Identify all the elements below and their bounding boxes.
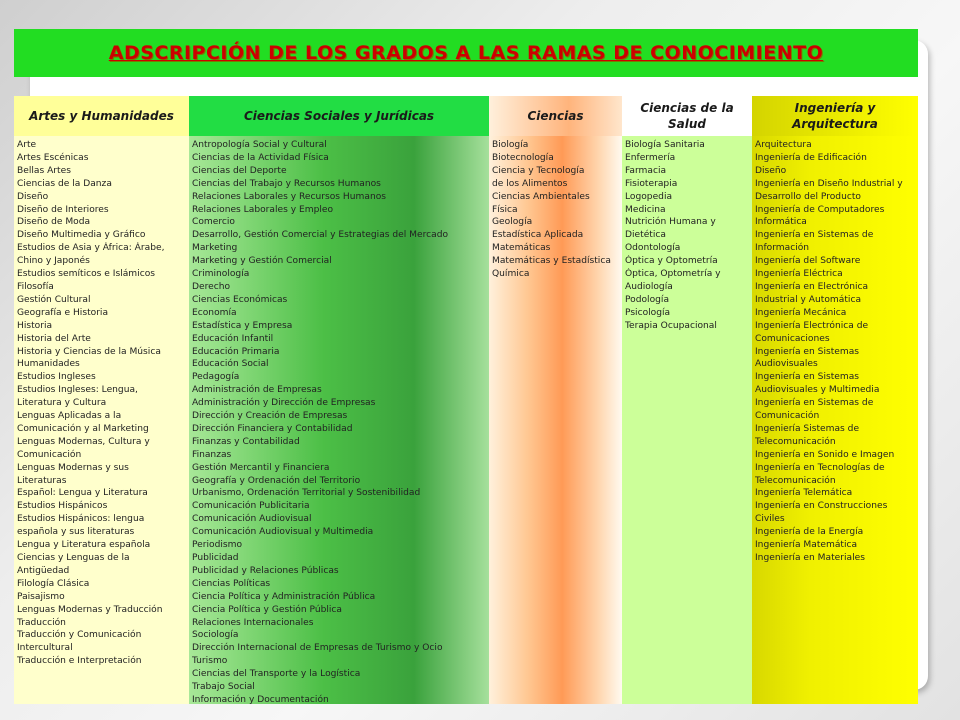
degree-item: Desarrollo del Producto bbox=[755, 191, 861, 202]
degree-item: Ciencia Política y Administración Pública bbox=[192, 591, 376, 602]
degree-item: española y sus literaturas bbox=[17, 527, 135, 538]
degree-item: Matemáticas bbox=[492, 243, 551, 254]
degree-item: Ingeniería en Sistemas bbox=[755, 372, 860, 383]
degree-item: Diseño bbox=[17, 191, 49, 202]
degree-item: Geografía e Historia bbox=[17, 307, 109, 318]
degree-item: Relaciones Laborales y Recursos Humanos bbox=[192, 191, 387, 202]
degree-item: Ingeniería de la Energía bbox=[755, 527, 864, 538]
degree-item: Química bbox=[492, 269, 530, 280]
degree-item: Informática bbox=[755, 217, 807, 228]
degree-item: Ingeniería en Construcciones bbox=[755, 501, 888, 512]
degree-item: Dirección Financiera y Contabilidad bbox=[192, 423, 353, 434]
degree-item: Terapia Ocupacional bbox=[625, 320, 717, 331]
degree-item: Economía bbox=[192, 307, 237, 318]
degree-list bbox=[14, 136, 189, 668]
degree-item: Pedagogía bbox=[192, 372, 240, 383]
degree-item: Administración de Empresas bbox=[192, 385, 322, 396]
degree-item: Ingeniería Telemática bbox=[755, 488, 853, 499]
degree-item: Audiovisuales bbox=[755, 359, 818, 370]
degree-item: Publicidad y Relaciones Públicas bbox=[192, 565, 339, 576]
degree-item: Filosofía bbox=[17, 281, 54, 292]
degree-item: Ciencias de la Danza bbox=[17, 178, 112, 189]
column-ciencias-sociales-juridicas bbox=[189, 96, 489, 704]
degree-item: Ciencias y Lenguas de la bbox=[17, 553, 130, 563]
degree-item: Literatura y Cultura bbox=[17, 398, 107, 409]
degree-item: Educación Infantil bbox=[192, 333, 274, 344]
degree-item: Información bbox=[755, 243, 810, 254]
degree-item: Ingeniería Matemática bbox=[755, 540, 858, 551]
degree-item: Comunicación y al Marketing bbox=[17, 423, 149, 434]
degree-item: Estadística y Empresa bbox=[192, 320, 293, 331]
degree-item: Educación Social bbox=[192, 359, 269, 370]
degree-item: Ciencias del Transporte y la Logística bbox=[192, 669, 361, 680]
degree-item: Traducción e Interpretación bbox=[17, 656, 142, 667]
degree-item: Farmacia bbox=[625, 165, 667, 176]
degree-item: Industrial y Automática bbox=[755, 294, 862, 305]
degree-item: Biotecnología bbox=[492, 152, 554, 163]
degree-item: Ingeniería en Materiales bbox=[755, 553, 865, 563]
degree-item: Nutrición Humana y bbox=[625, 217, 716, 228]
degree-item: Traducción bbox=[17, 617, 66, 628]
degree-item: Finanzas bbox=[192, 449, 232, 460]
degree-item: Lenguas Modernas y sus bbox=[17, 462, 129, 473]
degree-item: Física bbox=[492, 204, 518, 215]
title-banner bbox=[14, 29, 918, 77]
degree-item: Gestión Mercantil y Financiera bbox=[192, 462, 330, 473]
degree-item: Gestión Cultural bbox=[17, 294, 91, 305]
degree-item: Marketing bbox=[192, 243, 238, 254]
degree-item: Ingeniería Electrónica de bbox=[755, 320, 869, 331]
degree-item: Estudios semíticos e Islámicos bbox=[17, 269, 155, 280]
degree-item: Bellas Artes bbox=[17, 165, 71, 176]
column-header: Artes y Humanidades bbox=[14, 96, 189, 136]
degree-item: Ciencias Políticas bbox=[192, 578, 271, 589]
degree-item: Ingeniería en Electrónica bbox=[755, 281, 869, 292]
degree-item: Estudios de Asia y África: Árabe, bbox=[17, 243, 165, 254]
degree-item: Estadística Aplicada bbox=[492, 230, 584, 241]
degree-item: Óptica, Optometría y bbox=[625, 269, 721, 280]
degree-item: Criminología bbox=[192, 269, 250, 280]
degree-item: Ingeniería de Computadores bbox=[755, 204, 885, 215]
degree-item: Turismo bbox=[192, 656, 228, 667]
degree-item: Comunicación bbox=[17, 449, 82, 460]
degree-item: Comercio bbox=[192, 217, 235, 228]
degree-item: de los Alimentos bbox=[492, 178, 568, 189]
degree-item: Ciencias Ambientales bbox=[492, 191, 590, 202]
degree-item: Lenguas Modernas, Cultura y bbox=[17, 436, 150, 447]
degree-item: Antigüedad bbox=[17, 565, 70, 576]
degree-item: Ciencias del Deporte bbox=[192, 165, 287, 176]
degree-item: Biología bbox=[492, 140, 529, 150]
degree-item: Diseño de Interiores bbox=[17, 204, 109, 215]
degree-item: Urbanismo, Ordenación Territorial y Sostenibilidad bbox=[192, 488, 421, 499]
degree-item: Sociología bbox=[192, 630, 239, 641]
column-header: Ciencias bbox=[489, 96, 622, 136]
degree-item: Enfermería bbox=[625, 152, 676, 163]
degree-item: Audiología bbox=[625, 281, 673, 292]
degree-item: Podología bbox=[625, 294, 670, 305]
column-ciencias bbox=[489, 96, 622, 704]
degree-item: Traducción y Comunicación bbox=[17, 630, 142, 641]
degree-item: Derecho bbox=[192, 281, 231, 292]
degree-item: Ciencia y Tecnología bbox=[492, 165, 585, 176]
degree-item: Filología Clásica bbox=[17, 578, 90, 589]
degree-item: Relaciones Internacionales bbox=[192, 617, 314, 628]
degree-item: Ciencia Política y Gestión Pública bbox=[192, 604, 343, 615]
degree-item: Diseño bbox=[755, 165, 787, 176]
degree-item: Telecomunicación bbox=[755, 436, 836, 447]
degree-item: Dirección Internacional de Empresas de Turismo y Ocio bbox=[192, 643, 443, 654]
degree-item: Ingeniería en Sistemas de bbox=[755, 398, 874, 409]
degree-item: Ingeniería en Sistemas de bbox=[755, 230, 874, 241]
degree-item: Telecomunicación bbox=[755, 475, 836, 486]
column-header: Ciencias de la Salud bbox=[622, 96, 752, 136]
degree-list bbox=[752, 136, 918, 565]
degree-item: Chino y Japonés bbox=[17, 256, 90, 267]
degree-item: Paisajismo bbox=[17, 591, 65, 602]
degree-item: Óptica y Optometría bbox=[625, 256, 718, 267]
degree-item: Ciencias de la Actividad Física bbox=[192, 152, 329, 163]
degree-item: Ingeniería Sistemas de bbox=[755, 423, 860, 434]
degree-item: Ingeniería en Sonido e Imagen bbox=[755, 449, 895, 460]
degree-item: Ingeniería en Tecnologías de bbox=[755, 462, 885, 473]
degree-item: Lenguas Modernas y Traducción bbox=[17, 604, 163, 615]
degree-item: Publicidad bbox=[192, 553, 239, 563]
degree-item: Arte bbox=[17, 140, 37, 150]
degree-item: Ingeniería Mecánica bbox=[755, 307, 847, 318]
degree-item: Historia y Ciencias de la Música bbox=[17, 346, 161, 357]
degree-item: Periodismo bbox=[192, 540, 243, 551]
degree-item: Ingeniería de Edificación bbox=[755, 152, 867, 163]
degree-item: Biología Sanitaria bbox=[625, 140, 705, 150]
degree-item: Lenguas Aplicadas a la bbox=[17, 411, 122, 422]
degree-item: Estudios Hispánicos: lengua bbox=[17, 514, 145, 525]
column-header: Ciencias Sociales y Jurídicas bbox=[189, 96, 489, 136]
slide-title: ADSCRIPCIÓN DE LOS GRADOS A LAS RAMAS DE CONOCIMIENTO bbox=[108, 42, 824, 64]
degree-item: Comunicación Audiovisual bbox=[192, 514, 312, 525]
degree-item: Finanzas y Contabilidad bbox=[192, 436, 300, 447]
degree-item: Literaturas bbox=[17, 475, 67, 486]
degree-item: Comunicaciones bbox=[755, 333, 830, 344]
degree-item: Matemáticas y Estadística bbox=[492, 256, 611, 267]
degree-item: Comunicación Audiovisual y Multimedia bbox=[192, 527, 374, 538]
degree-item: Civiles bbox=[755, 514, 785, 525]
degree-item: Ciencias del Trabajo y Recursos Humanos bbox=[192, 178, 381, 189]
degree-item: Antropología Social y Cultural bbox=[192, 140, 327, 150]
degree-item: Odontología bbox=[625, 243, 681, 254]
degree-item: Dirección y Creación de Empresas bbox=[192, 411, 348, 422]
degree-item: Desarrollo, Gestión Comercial y Estrategias del Mercado bbox=[192, 230, 449, 241]
degree-list bbox=[622, 136, 752, 333]
degree-item: Psicología bbox=[625, 307, 671, 318]
degree-item: Estudios Ingleses bbox=[17, 372, 96, 383]
column-artes-humanidades bbox=[14, 96, 189, 704]
degree-item: Educación Primaria bbox=[192, 346, 280, 357]
degree-item: Fisioterapia bbox=[625, 178, 678, 189]
degree-item: Logopedia bbox=[625, 191, 673, 202]
degree-item: Arquitectura bbox=[755, 140, 812, 150]
degree-item: Intercultural bbox=[17, 643, 73, 654]
degree-item: Estudios Ingleses: Lengua, bbox=[17, 385, 138, 396]
degree-item: Ingeniería en Diseño Industrial y bbox=[755, 178, 903, 189]
degree-item: Diseño Multimedia y Gráfico bbox=[17, 230, 146, 241]
degree-list bbox=[489, 136, 622, 281]
degree-item: Diseño de Moda bbox=[17, 217, 91, 228]
degree-item: Artes Escénicas bbox=[17, 152, 89, 163]
degree-item: Marketing y Gestión Comercial bbox=[192, 256, 332, 267]
degree-item: Comunicación bbox=[755, 411, 820, 422]
degree-item: Ingeniería en Sistemas bbox=[755, 346, 860, 357]
degree-list bbox=[189, 136, 489, 704]
column-ingenieria-arquitectura bbox=[752, 96, 918, 704]
degree-item: Información y Documentación bbox=[192, 694, 329, 704]
degree-item: Ingeniería Eléctrica bbox=[755, 269, 843, 280]
degree-item: Ingeniería del Software bbox=[755, 256, 861, 267]
column-ciencias-salud bbox=[622, 96, 752, 704]
degree-item: Relaciones Laborales y Empleo bbox=[192, 204, 334, 215]
degree-item: Administración y Dirección de Empresas bbox=[192, 398, 376, 409]
degree-item: Dietética bbox=[625, 230, 666, 241]
degree-item: Ciencias Económicas bbox=[192, 294, 288, 305]
degree-item: Humanidades bbox=[17, 359, 80, 370]
degree-item: Historia del Arte bbox=[17, 333, 91, 344]
degree-item: Audiovisuales y Multimedia bbox=[755, 385, 880, 396]
degree-item: Trabajo Social bbox=[192, 682, 255, 693]
degree-item: Geografía y Ordenación del Territorio bbox=[192, 475, 361, 486]
degree-item: Historia bbox=[17, 320, 53, 331]
degree-item: Geología bbox=[492, 217, 533, 228]
column-header: Ingeniería y Arquitectura bbox=[752, 96, 918, 136]
degree-item: Español: Lengua y Literatura bbox=[17, 488, 148, 499]
degree-item: Medicina bbox=[625, 204, 666, 215]
degree-item: Comunicación Publicitaria bbox=[192, 501, 310, 512]
degree-item: Estudios Hispánicos bbox=[17, 501, 108, 512]
degree-item: Lengua y Literatura española bbox=[17, 540, 151, 551]
